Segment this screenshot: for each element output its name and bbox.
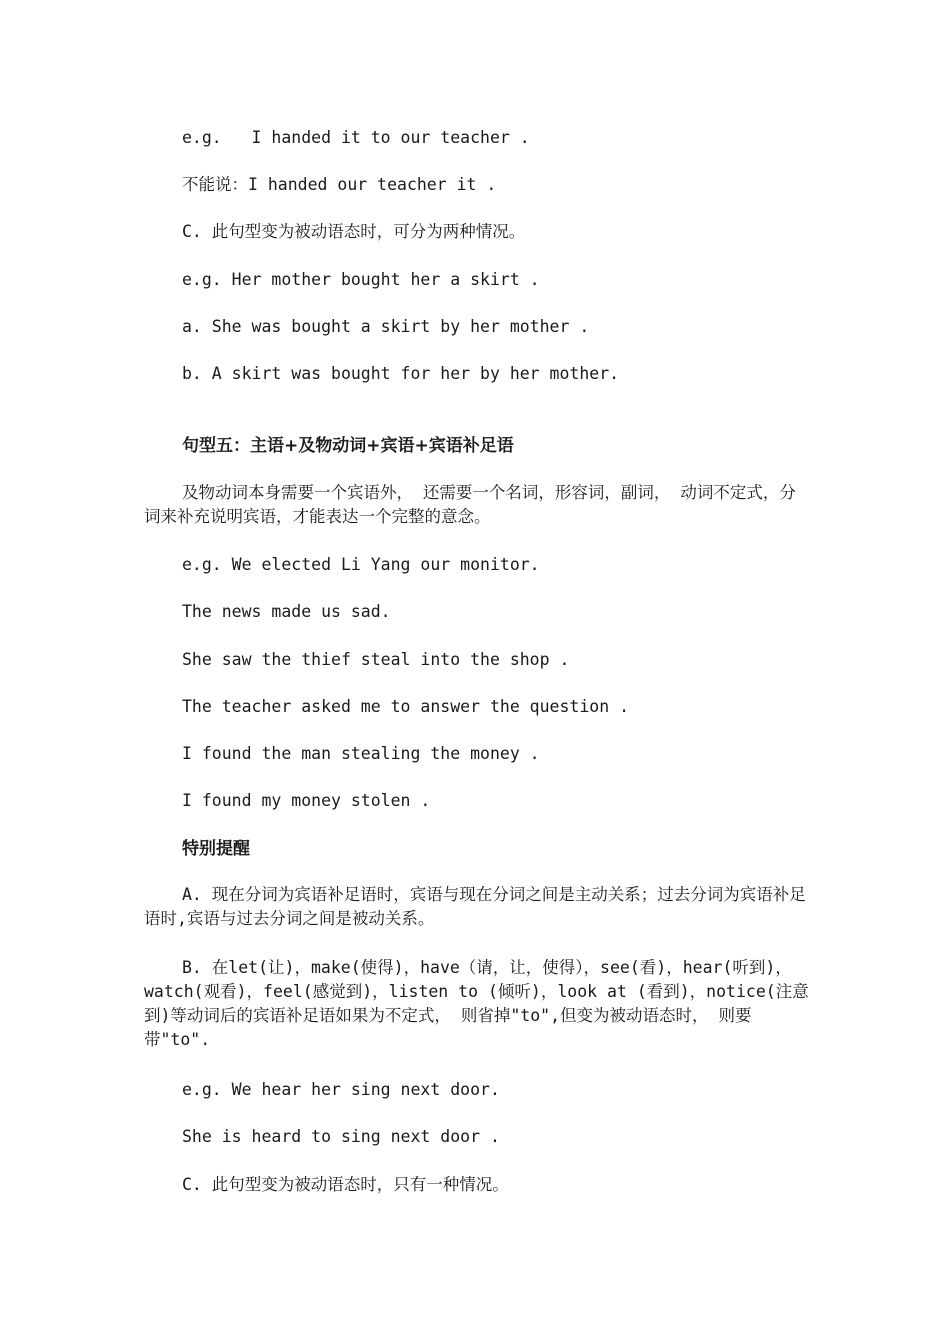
reminder-heading: 特别提醒 [182,839,250,859]
example-line: I found my money stolen . [182,791,431,810]
example-line: e.g. Her mother bought her a skirt . [182,270,540,289]
example-line: e.g. I handed it to our teacher . [182,128,530,147]
example-line: The news made us sad. [182,602,391,621]
incorrect-example-line: 不能说：I handed our teacher it . [182,175,497,194]
rule-c-line: C. 此句型变为被动语态时，只有一种情况。 [182,1175,509,1194]
example-line: e.g. We hear her sing next door. [182,1080,500,1099]
reminder-a-paragraph: A. 现在分词为宾语补足语时，宾语与现在分词之间是主动关系；过去分词为宾语补足语时,宾语与过去分词之间是被动关系。 [144,885,806,928]
rule-c-line: C. 此句型变为被动语态时，可分为两种情况。 [182,222,526,241]
example-line: She saw the thief steal into the shop . [182,650,570,669]
example-line: e.g. We elected Li Yang our monitor. [182,555,540,574]
reminder-b-paragraph: B. 在let(让)，make(使得)，have（请，让，使得），see(看)，hear(听到)，watch(观看)，feel(感觉到)，listen to (倾听)，look at (看到)，notice(注意到)等动词后的宾语补足语如果为不定式， 则省掉"to",但变为被动语态时， 则要带"to". [144,958,809,1049]
example-line: She is heard to sing next door . [182,1127,500,1146]
passive-a-line: a. She was bought a skirt by her mother . [182,317,590,336]
example-line: The teacher asked me to answer the question . [182,697,630,716]
passive-b-line: b. A skirt was bought for her by her mother. [182,364,620,383]
section-paragraph: 及物动词本身需要一个宾语外， 还需要一个名词，形容词，副词， 动词不定式，分词来补充说明宾语，才能表达一个完整的意念。 [144,483,796,526]
section-heading: 句型五：主语+及物动词+宾语+宾语补足语 [182,436,514,456]
example-line: I found the man stealing the money . [182,744,540,763]
